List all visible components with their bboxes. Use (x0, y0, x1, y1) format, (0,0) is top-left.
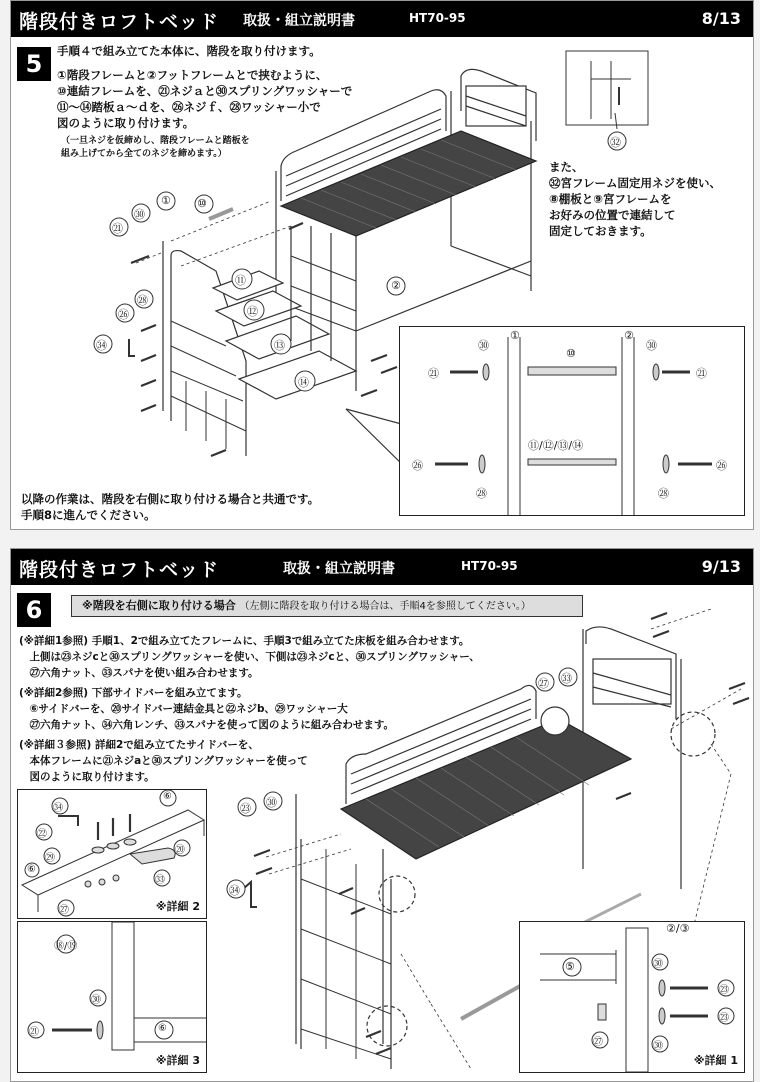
label-part-21: ㉑ (112, 222, 123, 235)
label-part-33: ㉝ (155, 875, 165, 886)
page-number: 8/13 (701, 9, 741, 28)
product-title: 階段付きロフトベッド (19, 11, 220, 33)
label-part-6: ⑥ (27, 864, 36, 875)
detail-2-box (17, 789, 207, 919)
label-part-34: ㉞ (53, 803, 63, 814)
sub-note: 組み上げてから全てのネジを締めます。） (61, 149, 227, 159)
label-part-23: ㉓ (719, 985, 729, 996)
manual-section: 取扱・組立説明書 (243, 13, 355, 29)
label-part-30: ㉚ (266, 796, 277, 809)
label-part-30: ㉚ (478, 339, 489, 352)
label-part-34: ㉞ (96, 339, 107, 352)
label-part-32: ㉜ (610, 136, 621, 149)
label-part-30: ㉚ (91, 995, 101, 1006)
label-part-22: ㉒ (37, 829, 47, 840)
sub-note: （一旦ネジを仮締めし、階段フレームと踏板を (61, 136, 250, 146)
product-title: 階段付きロフトベッド (19, 559, 220, 581)
detail-line: ⑥サイドバーを、⑳サイドバー連結金具と㉒ネジb、㉙ワッシャー大 (19, 703, 348, 715)
label-part-33: ㉝ (561, 672, 572, 685)
label-part-30: ㉚ (653, 959, 663, 970)
detail-line: ㉗六角ナット、㉝スパナを使い組み合わせます。 (19, 667, 259, 679)
label-part-27: ㉗ (59, 905, 69, 916)
footer-note: 手順8に進んでください。 (21, 508, 156, 522)
label-part-11: ⑪ (235, 274, 246, 287)
note-main: ※階段を右側に取り付ける場合 (82, 599, 236, 612)
label-part-28: ㉘ (137, 294, 148, 307)
instruction-line: ①階段フレームと②フットフレームとで挟むように、 (57, 68, 328, 82)
label-part-20: ⑳ (175, 845, 185, 856)
side-note: ⑧棚板と⑨宮フレームを (549, 192, 672, 206)
label-part-28: ㉘ (476, 487, 487, 500)
label-part-5: ⑤ (565, 960, 575, 973)
label-part-2: ② (624, 329, 634, 342)
label-part-12: ⑫ (247, 305, 258, 318)
footer-note: 以降の作業は、階段を右側に取り付ける場合と共通です。 (21, 492, 320, 506)
detail-line: ㉗六角ナット、㉞六角レンチ、㉝スパナを使って図のように組み合わせます。 (19, 719, 395, 731)
label-part-10: ⑩ (197, 197, 207, 210)
label-part-21: ㉑ (29, 1027, 39, 1038)
label-part-27: ㉗ (593, 1037, 603, 1048)
manual-page-9 (10, 548, 754, 1082)
label-part-6: ⑥ (163, 791, 172, 802)
page-number: 9/13 (701, 557, 741, 576)
side-note: ㉜宮フレーム固定用ネジを使い、 (549, 176, 722, 190)
side-note: また、 (549, 160, 584, 174)
label-part-13: ⑬ (274, 339, 285, 352)
detail-line: 本体フレームに㉑ネジaと㉚スプリングワッシャーを使って (19, 755, 308, 767)
label-part-26: ㉖ (412, 459, 423, 472)
instruction-line: ⑪～⑭踏板ａ～ｄを、㉖ネジｆ、㉘ワッシャー小で (57, 100, 321, 114)
instruction-line: 手順４で組み立てた本体に、階段を取り付けます。 (57, 44, 321, 58)
label-part-30: ㉚ (646, 339, 657, 352)
side-note: お好みの位置で連結して (549, 208, 676, 222)
label-part-21: ㉑ (428, 367, 439, 380)
label-part-1: ① (161, 194, 171, 207)
instruction-line: ⑩連結フレームを、㉑ネジａと㉚スプリングワッシャーで (57, 84, 353, 98)
instruction-line: 図のように取り付けます。 (57, 116, 195, 130)
label-part-1: ① (510, 329, 520, 342)
detail-2-caption: ※詳細 2 (155, 900, 200, 913)
note-sub: （左側に階段を取り付ける場合は、手順4を参照してください。） (239, 601, 531, 612)
side-note: 固定しておきます。 (549, 224, 652, 238)
step-number: 5 (17, 47, 51, 81)
detail-line: (※詳細1参照) 手順1、2で組み立てたフレームに、手順3で組み立てた床板を組み合わせます。 (19, 635, 470, 647)
detail-line: (※詳細2参照) 下部サイドバーを組み立てます。 (19, 687, 248, 699)
label-part-30: ㉚ (653, 1041, 663, 1052)
detail-1-caption: ※詳細 1 (693, 1054, 738, 1067)
hardware-detail-box (399, 326, 745, 516)
label-part-23: ㉓ (240, 802, 251, 815)
step-number: 6 (17, 593, 51, 627)
label-part-23: ㉓ (719, 1013, 729, 1024)
label-part-27: ㉗ (538, 677, 549, 690)
label-steps-11-14: ⑪/⑫/⑬/⑭ (528, 439, 584, 452)
detail-3-caption: ※詳細 3 (155, 1054, 200, 1067)
manual-section: 取扱・組立説明書 (283, 561, 395, 577)
label-part-34: ㉞ (229, 884, 240, 897)
label-part-21: ㉑ (696, 367, 707, 380)
label-part-26: ㉖ (716, 459, 727, 472)
model-number: HT70-95 (461, 559, 518, 573)
label-part-2: ② (391, 279, 401, 292)
label-part-10: ⑩ (566, 347, 576, 360)
label-part-29: ㉙ (45, 853, 55, 864)
label-part-28: ㉘ (658, 487, 669, 500)
detail-line: (※詳細３参照) 詳細2で組み立てたサイドバーを、 (19, 739, 259, 751)
model-number: HT70-95 (409, 11, 466, 25)
label-part-14: ⑭ (298, 376, 309, 389)
label-part-18-19: ⑱/⑲ (54, 941, 78, 952)
label-part-2-3: ②/③ (666, 922, 690, 935)
label-part-26: ㉖ (118, 308, 129, 321)
label-part-30: ㉚ (134, 208, 145, 221)
detail-1-box (519, 921, 745, 1073)
detail-line: 上側は㉓ネジcと㉚スプリングワッシャーを使い、下側は㉓ネジcと、㉚スプリングワッシャー、 (19, 651, 480, 663)
detail-line: 図のように取り付けます。 (19, 771, 155, 783)
detail-3-box (17, 921, 207, 1073)
screw-detail-inset (566, 51, 648, 125)
label-part-6: ⑥ (158, 1023, 167, 1034)
manual-page-8 (10, 0, 754, 530)
